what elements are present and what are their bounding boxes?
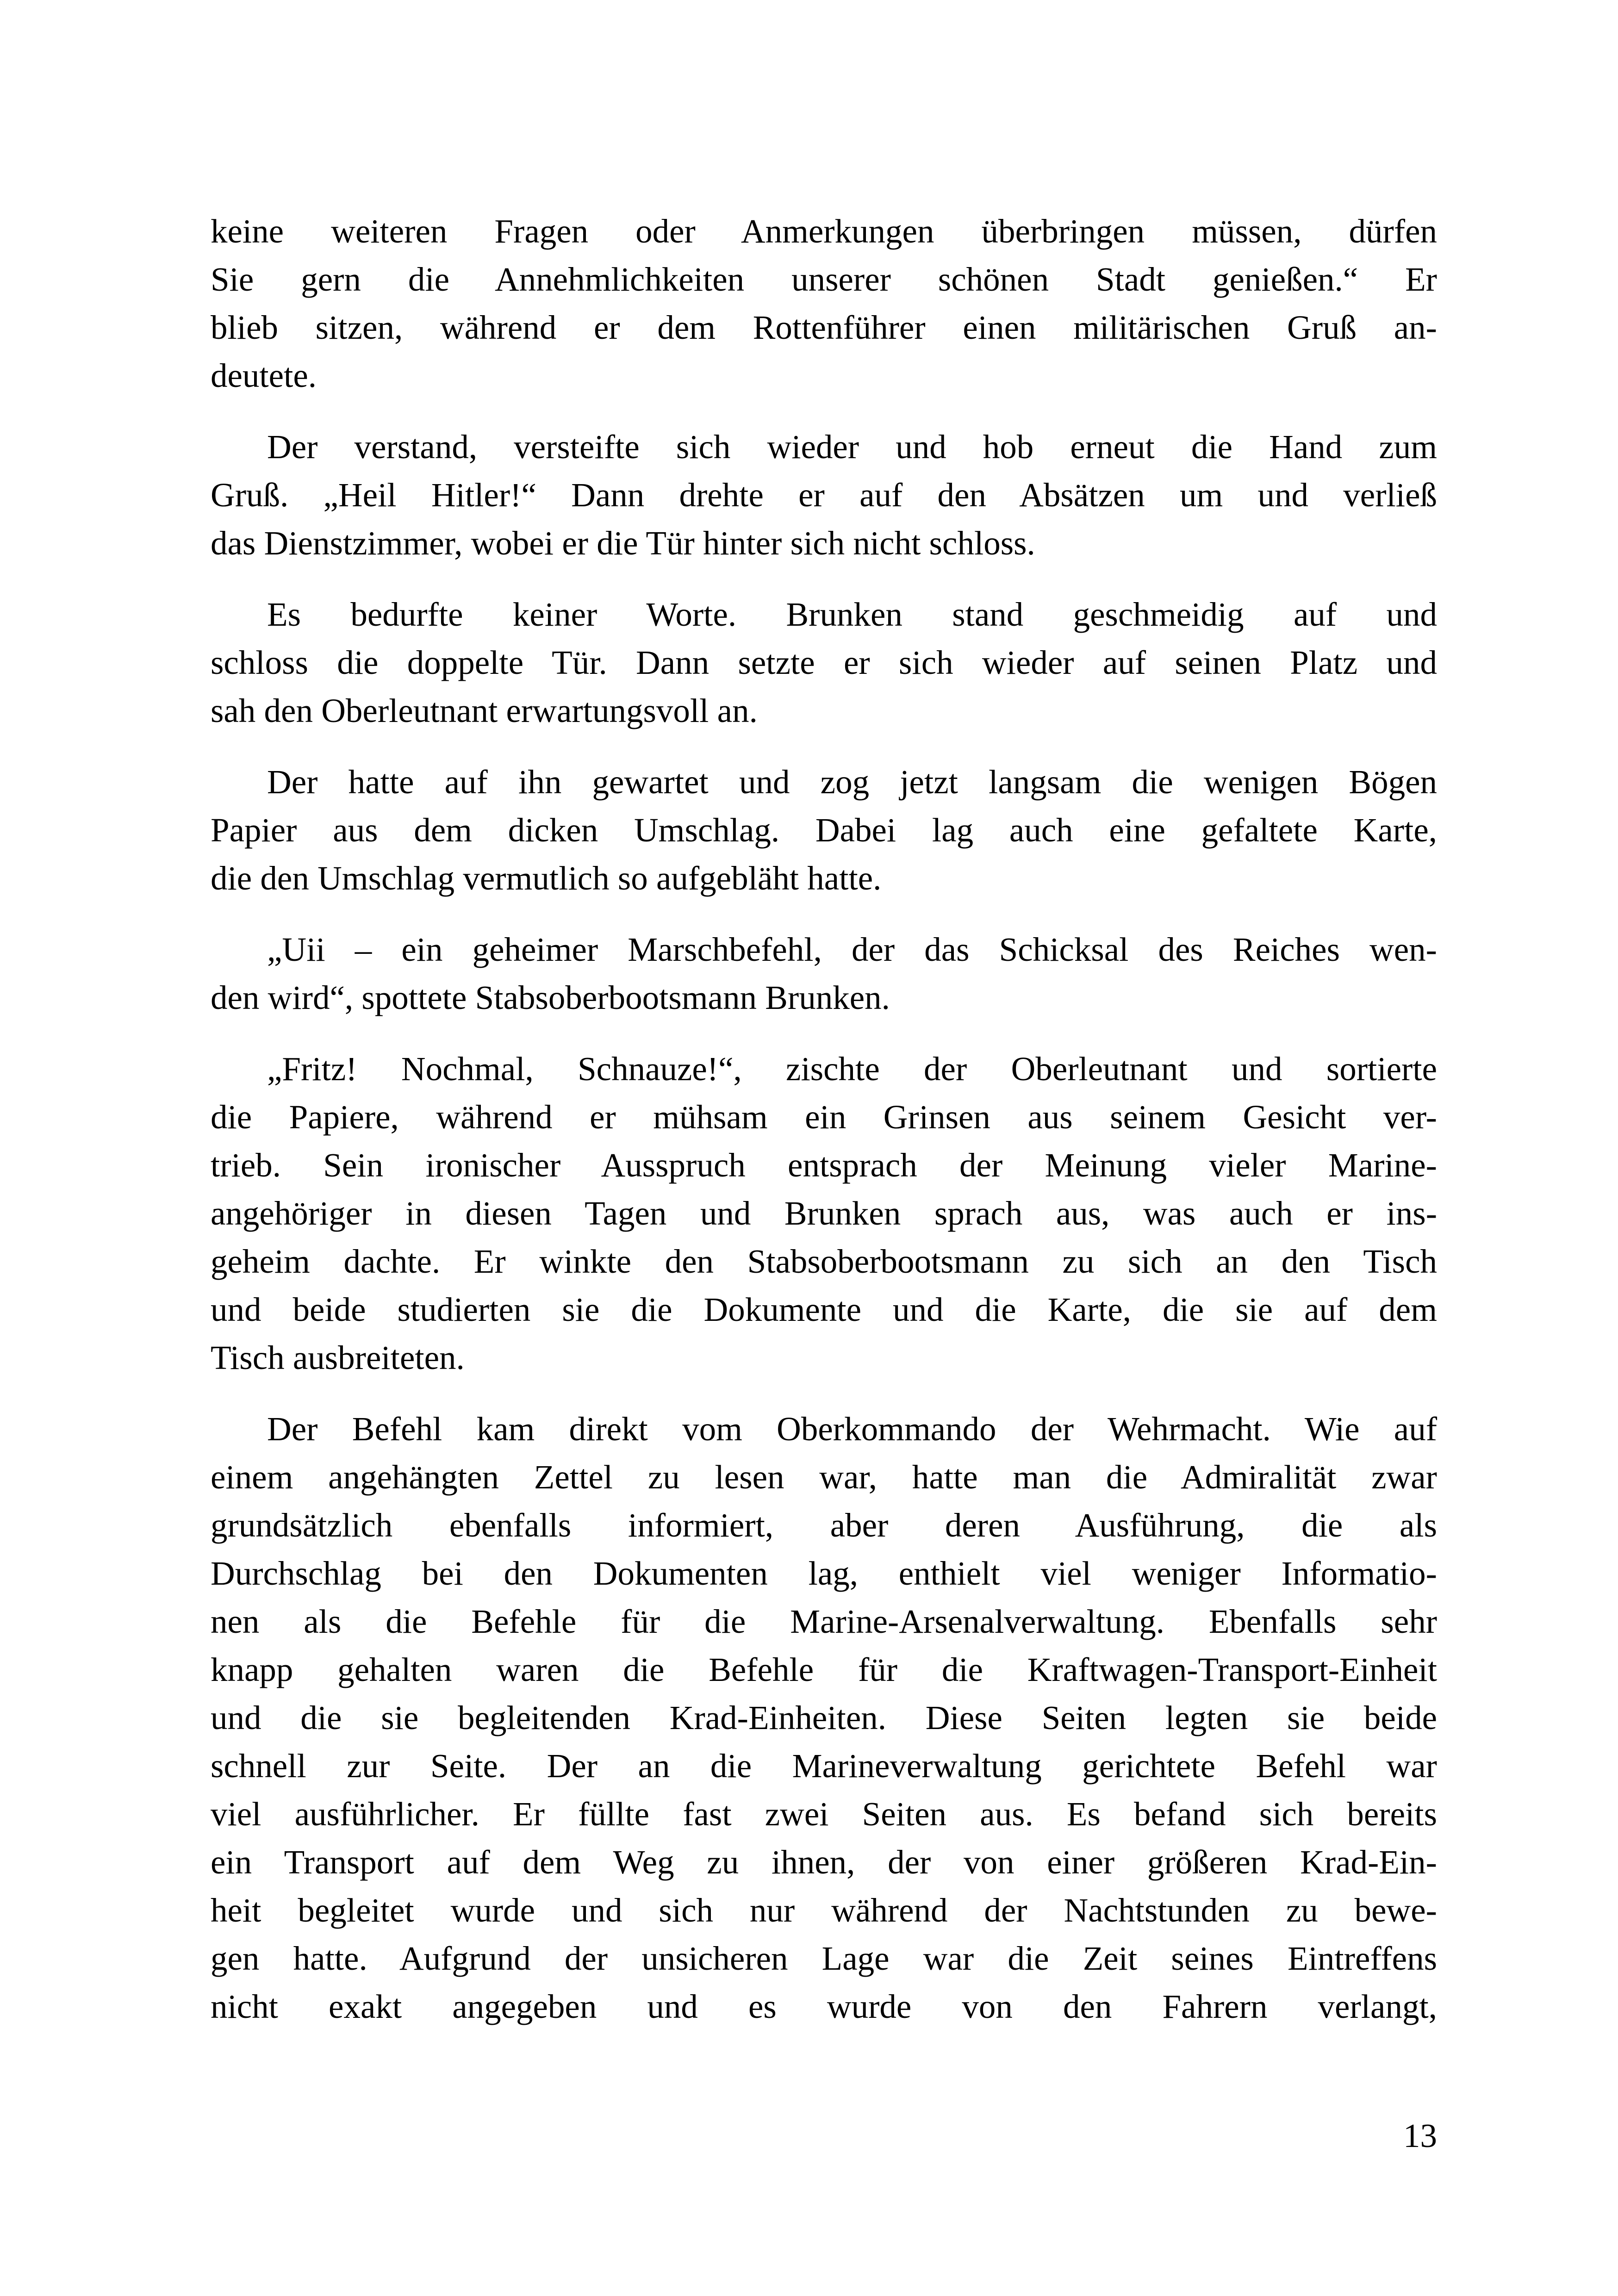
text-line: „Fritz! Nochmal, Schnauze!“, zischte der Oberleutnant und sortierte (267, 1050, 1437, 1088)
text-line: sah den Oberleutnant erwartungsvoll an. (211, 692, 758, 729)
text-line: ein Transport auf dem Weg zu ihnen, der von einer größeren Krad-Ein- (211, 1843, 1437, 1881)
text-line: und beide studierten sie die Dokumente und die Karte, die sie auf dem (211, 1291, 1437, 1328)
text-line: „Uii – ein geheimer Marschbefehl, der das Schicksal des Reiches wen- (267, 931, 1437, 968)
text-line: schloss die doppelte Tür. Dann setzte er sich wieder auf seinen Platz und (211, 644, 1437, 681)
paragraph (211, 926, 1437, 1022)
text-line: deutete. (211, 357, 317, 394)
text-line: Durchschlag bei den Dokumenten lag, enthielt viel weniger Informatio- (211, 1555, 1437, 1592)
paragraph (211, 1405, 1437, 2031)
text-line: die den Umschlag vermutlich so aufgebläht hatte. (211, 859, 882, 897)
text-line: Der hatte auf ihn gewartet und zog jetzt langsam die wenigen Bögen (267, 763, 1437, 801)
text-line: blieb sitzen, während er dem Rottenführer einen militärischen Gruß an- (211, 309, 1437, 346)
text-line: heit begleitet wurde und sich nur während der Nachtstunden zu bewe- (211, 1892, 1437, 1929)
text-line: geheim dachte. Er winkte den Stabsoberbootsmann zu sich an den Tisch (211, 1243, 1437, 1280)
text-line: die Papiere, während er mühsam ein Grinsen aus seinem Gesicht ver- (211, 1098, 1437, 1136)
text-line: das Dienstzimmer, wobei er die Tür hinter sich nicht schloss. (211, 524, 1035, 562)
text-line: gen hatte. Aufgrund der unsicheren Lage war die Zeit seines Eintreffens (211, 1940, 1437, 1977)
text-block (211, 207, 1437, 2031)
text-line: schnell zur Seite. Der an die Marineverwaltung gerichtete Befehl war (211, 1747, 1437, 1785)
text-line: Sie gern die Annehmlichkeiten unserer schönen Stadt genießen.“ Er (211, 261, 1437, 298)
paragraph (211, 207, 1437, 400)
text-line: viel ausführlicher. Er füllte fast zwei Seiten aus. Es befand sich bereits (211, 1795, 1437, 1833)
paragraph (211, 1045, 1437, 1382)
text-line: Es bedurfte keiner Worte. Brunken stand geschmeidig auf und (267, 596, 1437, 633)
text-line: Der Befehl kam direkt vom Oberkommando der Wehrmacht. Wie auf (267, 1410, 1437, 1448)
text-line: Papier aus dem dicken Umschlag. Dabei lag auch eine gefaltete Karte, (211, 811, 1437, 849)
paragraph (211, 758, 1437, 902)
text-line: Gruß. „Heil Hitler!“ Dann drehte er auf den Absätzen um und verließ (211, 476, 1437, 514)
text-line: grundsätzlich ebenfalls informiert, aber deren Ausführung, die als (211, 1506, 1437, 1544)
text-line: angehöriger in diesen Tagen und Brunken sprach aus, was auch er ins- (211, 1195, 1437, 1232)
text-line: den wird“, spottete Stabsoberbootsmann Brunken. (211, 979, 890, 1016)
text-line: einem angehängten Zettel zu lesen war, hatte man die Admiralität zwar (211, 1458, 1437, 1496)
text-line: keine weiteren Fragen oder Anmerkungen überbringen müssen, dürfen (211, 212, 1437, 250)
text-line: Der verstand, versteifte sich wieder und hob erneut die Hand zum (267, 428, 1437, 466)
text-line: trieb. Sein ironischer Ausspruch entsprach der Meinung vieler Marine- (211, 1146, 1437, 1184)
text-line: und die sie begleitenden Krad-Einheiten. Diese Seiten legten sie beide (211, 1699, 1437, 1736)
text-line: nicht exakt angegeben und es wurde von den Fahrern verlangt, (211, 1988, 1437, 2025)
paragraph (211, 423, 1437, 567)
text-line: knapp gehalten waren die Befehle für die Kraftwagen-Transport-Einheit (211, 1651, 1437, 1688)
paragraph (211, 591, 1437, 735)
text-line: Tisch ausbreiteten. (211, 1339, 465, 1376)
text-line: nen als die Befehle für die Marine-Arsenalverwaltung. Ebenfalls sehr (211, 1603, 1437, 1640)
page-number: 13 (1403, 2117, 1437, 2154)
